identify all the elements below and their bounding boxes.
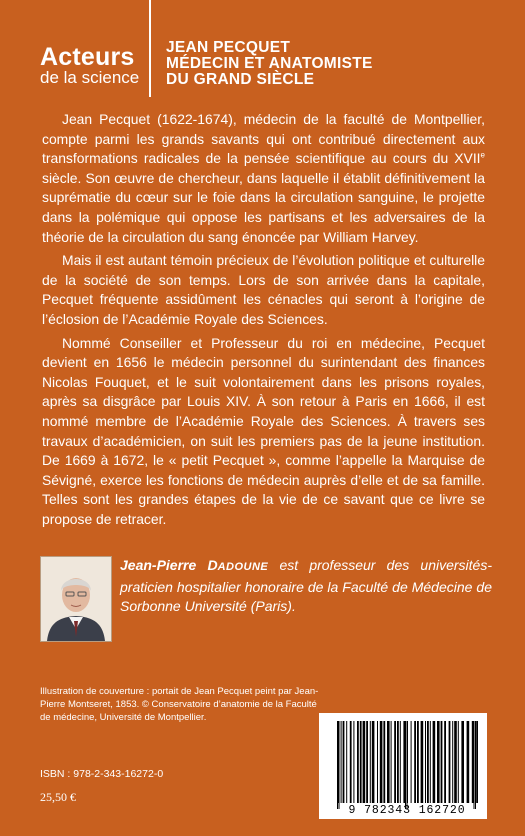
barcode-bar xyxy=(449,721,451,803)
barcode-bar xyxy=(452,721,453,803)
barcode-bar xyxy=(357,721,359,803)
cover-header xyxy=(0,0,525,100)
header-divider xyxy=(149,0,151,97)
barcode-bar xyxy=(366,721,368,803)
barcode-bar xyxy=(437,721,440,803)
series-subtitle: de la science xyxy=(40,68,140,87)
barcode-bar xyxy=(461,721,464,803)
barcode-bar xyxy=(400,721,401,803)
barcode-bar xyxy=(397,721,399,803)
barcode-bar xyxy=(454,721,457,803)
author-section xyxy=(40,548,490,648)
barcode-bar xyxy=(458,721,459,803)
barcode-bar xyxy=(421,721,424,803)
barcode-bar xyxy=(403,721,405,803)
barcode-bar xyxy=(353,721,354,803)
paragraph-2: Mais il est autant témoin précieux de l’évolution politique et culturelle de la société de son temps. Lors de son arrivée dans la capitale, Pecquet fréquente assidûment les cénacles qui seront à l’origine de l’éclosion de l’Académie Royale des Sciences. xyxy=(42,252,485,327)
book-title-line-3: DU GRAND SIÈCLE xyxy=(166,71,315,88)
barcode-bar xyxy=(377,721,378,803)
barcode-bar xyxy=(370,721,371,803)
barcode-bar xyxy=(433,721,436,803)
paragraph-3: Nommé Conseiller et Professeur du roi en médecine, Pecquet devient en 1656 le médecin personnel du surintendant des finances Nicolas Fouquet, et le suit volontairement dans les prisons royales, après sa disgrâce par Louis XIV. À son retour à Paris en 1666, il est nommé membre de l’Académie Royale des Sciences. À travers ses travaux d’académicien, on suit les premiers pas de la jeune institution. De 1669 à 1672, le « petit Pecquet », comme l’appelle la Marquise de Sévigné, exerce les fonctions de médecin auprès d’elle et de sa famille. Telles sont les grandes étapes de la vie de ce savant que ce livre se propose de retracer. xyxy=(42,334,485,527)
barcode-bar xyxy=(467,721,470,803)
book-title-line-2: MÉDECIN ET ANATOMISTE xyxy=(166,55,373,72)
series-title: Acteurs xyxy=(40,43,135,71)
barcode-bar xyxy=(441,721,443,803)
barcode-bar xyxy=(350,721,352,803)
barcode-digits: 9 782343 162720 xyxy=(348,804,466,817)
back-cover-text xyxy=(42,110,485,533)
cover-illustration-credits: Illustration de couverture : portait de Jean Pecquet peint par Jean-Pierre Montseret, 1853. © Conservatoire d’anatomie de la Faculté de médecine, Université de Montpellier. xyxy=(40,686,319,723)
author-photo xyxy=(40,556,112,642)
barcode-bar xyxy=(444,721,446,803)
barcode-bar xyxy=(343,721,345,803)
barcode-bar xyxy=(341,721,342,803)
barcode-bar xyxy=(411,721,412,803)
isbn: ISBN : 978-2-343-16272-0 xyxy=(40,768,164,780)
barcode-guard-bar xyxy=(337,721,338,809)
barcode-bar xyxy=(372,721,375,803)
price: 25,50 € xyxy=(40,790,76,804)
barcode-guard-bar xyxy=(405,721,406,809)
barcode-bar xyxy=(391,721,392,803)
barcode-bar xyxy=(417,721,419,803)
barcode-bar xyxy=(363,721,366,803)
barcode-guard-bar xyxy=(339,721,340,809)
barcode-bar xyxy=(414,721,416,803)
barcode xyxy=(319,713,487,819)
barcode-guard-bar xyxy=(475,721,476,809)
barcode-bar xyxy=(425,721,426,803)
barcode-guard-bar xyxy=(407,721,408,809)
barcode-bar xyxy=(430,721,431,803)
author-bio: Jean-Pierre DADOUNE est professeur des universités-praticien hospitalier honoraire de la Faculté de Médecine de Sorbonne Université (Paris). xyxy=(120,557,492,614)
book-title-line-1: JEAN PECQUET xyxy=(166,39,291,56)
barcode-bar xyxy=(476,721,478,803)
author-name: Jean-Pierre DADOUNE xyxy=(120,557,269,573)
barcode-bar xyxy=(346,721,347,803)
book-title xyxy=(166,40,373,88)
barcode-bar xyxy=(380,721,383,803)
barcode-guard-bar xyxy=(474,721,475,809)
barcode-bar xyxy=(394,721,396,803)
barcode-bar xyxy=(387,721,390,803)
paragraph-1: Jean Pecquet (1622-1674), médecin de la faculté de Montpellier, compte parmi les grands savants qui ont contribué directement aux transformations radicales de la pensée scientifique au cours du XVIIe siècle. Son œuvre de chercheur, dans laquelle il établit définitivement la suprématie du cœur sur le foie dans la circulation sanguine, le projette dans la polémique qui oppose les partisans et les adversaires de la théorie de la circulation du sang énoncée par William Harvey. xyxy=(42,111,485,245)
barcode-bar xyxy=(383,721,385,803)
barcode-bar xyxy=(427,721,429,803)
barcode-bar xyxy=(360,721,362,803)
